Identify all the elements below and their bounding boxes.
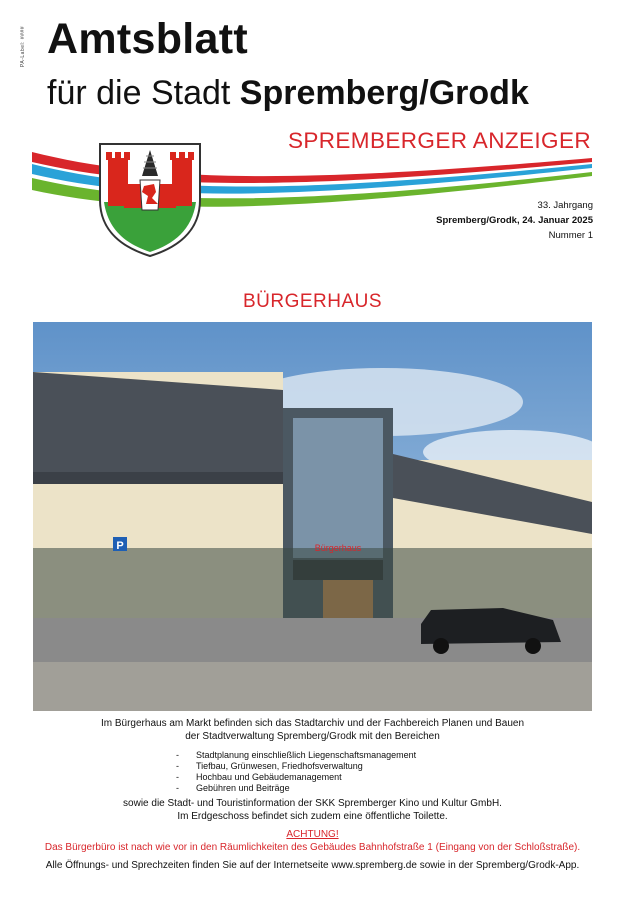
closing-line-2: Im Erdgeschoss befindet sich zudem eine öffentliche Toilette. <box>177 810 448 822</box>
issue-info <box>436 198 593 243</box>
pa-label-note: PA-Label: #### <box>20 26 26 68</box>
notice-text: Das Bürgerbüro ist nach wie vor in den Räumlichkeiten des Gebäudes Bahnhofstraße 1 (Eingang von der Schloßstraße). <box>44 841 581 853</box>
closing-paragraph <box>20 798 605 823</box>
list-item: - Stadtplanung einschließlich Liegenschaftsmanagement <box>176 750 416 761</box>
intro-paragraph <box>20 718 605 743</box>
article-headline: BÜRGERHAUS <box>242 291 383 312</box>
list-item: - Gebühren und Beiträge <box>176 783 416 794</box>
issue-volume: 33. Jahrgang <box>537 200 593 211</box>
department-list <box>176 750 416 794</box>
city-coat-of-arms <box>96 140 204 258</box>
newspaper-subtitle <box>47 76 529 110</box>
buergerhaus-photo <box>33 322 592 711</box>
closing-line-1: sowie die Stadt- und Touristinformation der SKK Spremberger Kino und Kultur GmbH. <box>123 798 502 809</box>
opening-hours-note: Alle Öffnungs- und Sprechzeiten finden Sie auf der Internetseite www.spremberg.de sowie in der Spremberg/Grodk-App. <box>45 860 580 871</box>
anzeiger-title: SPREMBERGER ANZEIGER <box>287 128 591 153</box>
notice-heading: ACHTUNG! <box>286 829 339 840</box>
subtitle-city: Spremberg/Grodk <box>239 74 529 112</box>
list-item: - Hochbau und Gebäudemanagement <box>176 772 416 783</box>
intro-line-1: Im Bürgerhaus am Markt befinden sich das Stadtarchiv und der Fachbereich Planen und Bauen <box>100 718 525 729</box>
issue-number: Nummer 1 <box>548 230 593 241</box>
newspaper-title: Amtsblatt <box>47 15 248 63</box>
intro-line-2: der Stadtverwaltung Spremberg/Grodk mit den Bereichen <box>185 730 440 742</box>
issue-place-date: Spremberg/Grodk, 24. Januar 2025 <box>436 215 593 226</box>
list-item: - Tiefbau, Grünwesen, Friedhofsverwaltung <box>176 761 416 772</box>
subtitle-prefix: für die Stadt <box>47 74 240 112</box>
building-sign: Bürgerhaus <box>314 543 362 553</box>
parking-sign-label: P <box>116 540 124 552</box>
notice-block <box>20 829 605 854</box>
